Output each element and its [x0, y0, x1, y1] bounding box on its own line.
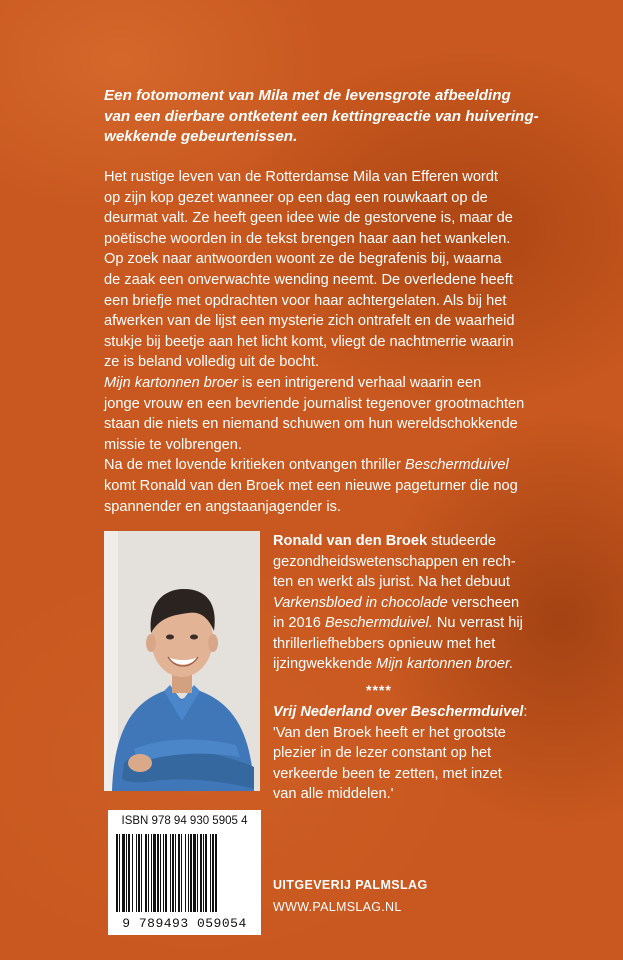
- bio-line: gezondheidswetenschappen en rech-: [273, 553, 516, 570]
- barcode-bar: [160, 834, 161, 912]
- barcode-bar: [197, 834, 198, 912]
- synopsis-line: een briefje met opdrachten voor haar achtergelaten. Als bij het: [104, 292, 507, 309]
- barcode-bar: [119, 834, 120, 912]
- barcode-bar: [141, 834, 142, 912]
- synopsis-line: komt Ronald van den Broek met een nieuwe pageturner die nog: [104, 477, 518, 494]
- barcode-bar: [200, 834, 202, 912]
- debut-title: Varkensbloed in chocolade: [273, 594, 448, 611]
- review-source-colon: :: [523, 704, 528, 720]
- publisher-name: UITGEVERIJ PALMSLAG: [273, 878, 428, 892]
- publisher-website[interactable]: WWW.PALMSLAG.NL: [273, 900, 402, 914]
- barcode-bar: [148, 834, 149, 912]
- barcode-bar: [172, 834, 174, 912]
- synopsis-paragraph-1: [104, 167, 574, 373]
- barcode-bar: [136, 834, 137, 912]
- previous-book-title: Beschermduivel.: [324, 615, 433, 631]
- author-portrait-illustration: [104, 531, 260, 791]
- barcode-bar: [126, 834, 127, 912]
- rating-stars: ****: [366, 682, 392, 698]
- review-line: 'Van den Broek heeft er het grootste: [273, 724, 506, 741]
- isbn-barcode: [108, 810, 261, 935]
- barcode-bar: [122, 834, 125, 912]
- bio-line: studeerde: [427, 533, 497, 549]
- barcode-bar: [193, 834, 196, 912]
- barcode-bar: [157, 834, 159, 912]
- synopsis-line: staan die niets en niemand schuwen om hun wereldschokkende: [104, 416, 518, 433]
- barcode-bar: [190, 834, 192, 912]
- synopsis-line: poëtische woorden in de tekst brengen haar aan het wankelen.: [104, 230, 511, 247]
- barcode-bar: [132, 834, 133, 912]
- synopsis-line: Het rustige leven van de Rotterdamse Mila van Efferen wordt: [104, 169, 498, 185]
- synopsis-line: spannender en angstaanjagender is.: [104, 498, 341, 515]
- synopsis-line: Op zoek naar antwoorden woont ze de begrafenis bij, waarna: [104, 251, 502, 268]
- synopsis-line: ze is beland volledig uit de bocht.: [104, 354, 319, 371]
- barcode-bar: [181, 834, 182, 912]
- barcode-bar: [215, 834, 217, 912]
- barcode-bar: [165, 834, 167, 912]
- barcode-bar: [138, 834, 140, 912]
- review-line: verkeerde been te zetten, met inzet: [273, 765, 502, 782]
- bio-line: in 2016: [273, 615, 325, 631]
- bio-line: ijzingwekkende: [273, 656, 377, 672]
- synopsis-line: Na de met lovende kritieken ontvangen thriller: [104, 457, 405, 474]
- bio-line: thrillerliefhebbers opnieuw met het: [273, 635, 496, 652]
- bio-line: Nu verrast hij: [432, 615, 523, 631]
- barcode-bar: [170, 834, 171, 912]
- synopsis-line: deurmat valt. Ze heeft geen idee wie de gestorvene is, maar de: [104, 210, 513, 227]
- barcode-bar: [205, 834, 207, 912]
- previous-book-title: Beschermduivel: [404, 457, 509, 474]
- synopsis-line: op zijn kop gezet wanneer op een dag een rouwkaart op de: [104, 189, 488, 206]
- barcode-bar: [151, 834, 152, 912]
- barcode-bar: [116, 834, 118, 912]
- lead-line: Een fotomoment van Mila met de levensgrote afbeelding: [104, 87, 511, 104]
- synopsis-line: de zaak een onverwachte wending neemt. De overledene heeft: [104, 271, 513, 288]
- lead-line: wekkende gebeurtenissen.: [104, 128, 298, 145]
- lead-tagline: [104, 86, 570, 148]
- review-line: plezier in de lezer constant op het: [273, 745, 492, 761]
- synopsis-line: missie te volbrengen.: [104, 436, 242, 453]
- book-title: Mijn kartonnen broer: [104, 374, 238, 391]
- synopsis: [104, 167, 574, 517]
- synopsis-line: is een intrigerend verhaal waarin een: [237, 374, 482, 391]
- barcode-bar: [128, 834, 130, 912]
- synopsis-line: stukje bij beetje aan het licht komt, vliegt de nachtmerrie waarin: [104, 333, 514, 350]
- lead-line: van een dierbare ontketent een kettingreactie van huivering-: [104, 107, 539, 125]
- barcode-bar: [203, 834, 204, 912]
- review-line: van alle middelen.': [273, 786, 394, 802]
- press-review: [273, 702, 578, 805]
- barcode-bar: [185, 834, 186, 912]
- review-source: Vrij Nederland over Beschermduivel: [273, 704, 524, 720]
- bio-line: verscheen: [447, 594, 520, 611]
- synopsis-line: afwerken van de lijst een mysterie zich ontrafelt en de waarheid: [104, 313, 515, 330]
- bio-line: ten en werkt als jurist. Na het debuut: [273, 574, 510, 590]
- author-photo: [104, 531, 260, 791]
- barcode-bar: [153, 834, 156, 912]
- barcode-bar: [210, 834, 211, 912]
- author-name: Ronald van den Broek: [273, 533, 428, 549]
- barcode-bar: [178, 834, 180, 912]
- barcode-bars: [114, 834, 255, 912]
- book-title: Mijn kartonnen broer.: [376, 656, 514, 672]
- barcode-bar: [145, 834, 147, 912]
- synopsis-paragraph-3: [104, 455, 574, 517]
- author-bio: [273, 531, 578, 675]
- barcode-bar: [212, 834, 214, 912]
- barcode-bar: [188, 834, 189, 912]
- isbn-label: ISBN 978 94 930 5905 4: [121, 815, 248, 827]
- isbn-digits: 9 789493 059054: [122, 916, 247, 931]
- synopsis-paragraph-2: [104, 373, 574, 455]
- synopsis-line: jonge vrouw en een bevriende journalist tegenover grootmachten: [104, 395, 525, 412]
- barcode-bar: [175, 834, 176, 912]
- barcode-bar: [163, 834, 164, 912]
